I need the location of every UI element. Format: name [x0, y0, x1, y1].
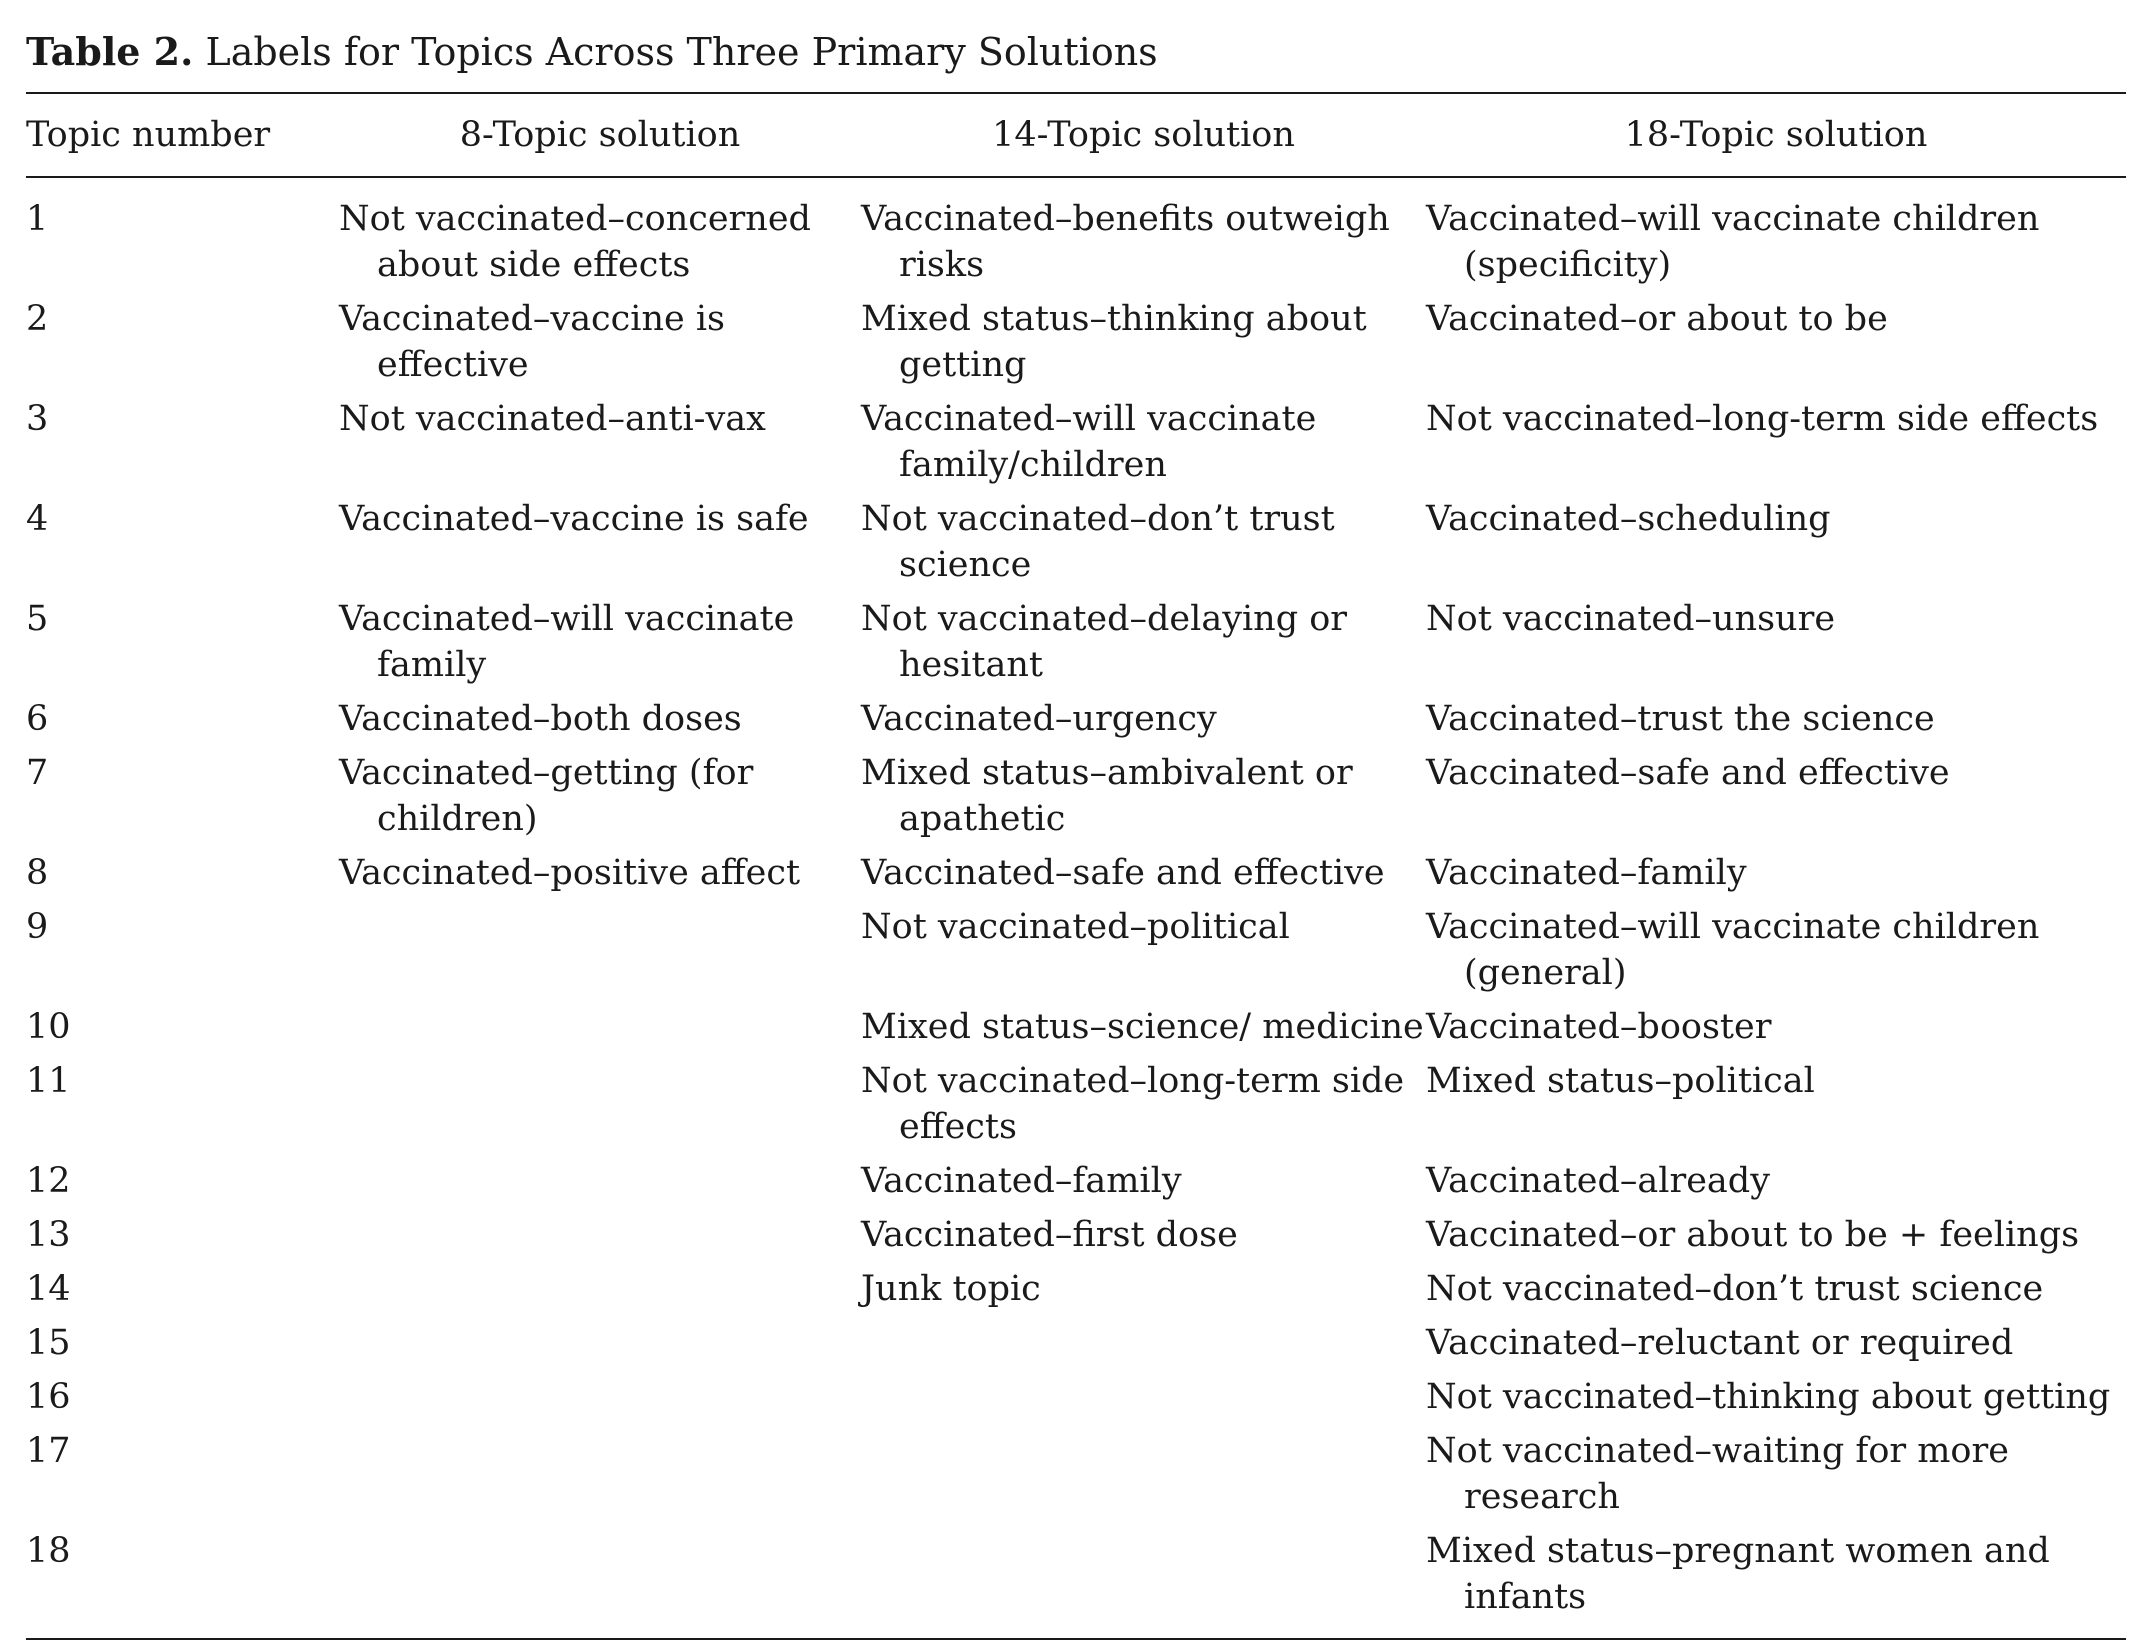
topic-number-cell — [26, 178, 339, 292]
cell-text: Vaccinated–trust the science — [1426, 699, 1935, 739]
topic-number-cell — [26, 1370, 339, 1424]
table-row — [26, 1054, 2126, 1154]
table-row — [26, 492, 2126, 592]
cell-text: Not vaccinated–waiting for more research — [1426, 1431, 2009, 1517]
table-caption-label: Table 2. — [26, 29, 194, 74]
table-caption-text: Labels for Topics Across Three Primary Solutions — [205, 30, 1158, 74]
cell-text: 8 — [26, 853, 49, 893]
cell-text: Not vaccinated–long-term side effects — [1426, 399, 2099, 439]
table-caption — [26, 26, 2126, 78]
eighteen-topic-cell — [1426, 1424, 2126, 1524]
cell-text: Vaccinated–or about to be — [1426, 299, 1888, 339]
topic-number-cell — [26, 392, 339, 492]
eight-topic-cell — [339, 1000, 861, 1054]
eighteen-topic-cell — [1426, 846, 2126, 900]
cell-text: Vaccinated–first dose — [861, 1215, 1238, 1255]
topic-number-cell — [26, 1208, 339, 1262]
cell-text: 12 — [26, 1161, 71, 1201]
cell-text: Not vaccinated–concerned about side effects — [339, 199, 811, 285]
cell-text: Vaccinated–already — [1426, 1161, 1770, 1201]
eight-topic-cell — [339, 746, 861, 846]
fourteen-topic-cell — [861, 1154, 1426, 1208]
fourteen-topic-cell — [861, 1208, 1426, 1262]
table-row — [26, 1370, 2126, 1424]
cell-text: Vaccinated–will vaccinate children (specificity) — [1426, 199, 2040, 285]
eighteen-topic-cell — [1426, 1000, 2126, 1054]
topic-number-cell — [26, 1154, 339, 1208]
table-row — [26, 846, 2126, 900]
topic-number-cell — [26, 1054, 339, 1154]
eighteen-topic-cell — [1426, 492, 2126, 592]
topic-labels-table — [26, 94, 2126, 1624]
table-row — [26, 1424, 2126, 1524]
cell-text: Mixed status–political — [1426, 1061, 1815, 1101]
eight-topic-cell — [339, 292, 861, 392]
eighteen-topic-cell — [1426, 392, 2126, 492]
fourteen-topic-cell — [861, 846, 1426, 900]
topic-number-cell — [26, 692, 339, 746]
cell-text: Vaccinated–will vaccinate children (general) — [1426, 907, 2040, 993]
topic-number-cell — [26, 846, 339, 900]
cell-text: Not vaccinated–long-term side effects — [861, 1061, 1405, 1147]
cell-text: Junk topic — [861, 1269, 1041, 1309]
eighteen-topic-cell — [1426, 1154, 2126, 1208]
cell-text: Vaccinated–or about to be + feelings — [1426, 1215, 2080, 1255]
fourteen-topic-cell — [861, 392, 1426, 492]
eight-topic-cell — [339, 846, 861, 900]
eight-topic-cell — [339, 492, 861, 592]
cell-text: Vaccinated–safe and effective — [861, 853, 1385, 893]
topic-number-cell — [26, 1262, 339, 1316]
cell-text: Vaccinated–both doses — [339, 699, 742, 739]
table-row — [26, 1316, 2126, 1370]
topic-number-cell — [26, 292, 339, 392]
table-row — [26, 1208, 2126, 1262]
fourteen-topic-cell — [861, 1316, 1426, 1370]
table-row — [26, 1154, 2126, 1208]
table-row — [26, 746, 2126, 846]
cell-text: Vaccinated–family — [1426, 853, 1747, 893]
cell-text: Not vaccinated–thinking about getting — [1426, 1377, 2111, 1417]
eight-topic-cell — [339, 392, 861, 492]
fourteen-topic-cell — [861, 1524, 1426, 1624]
table-row — [26, 392, 2126, 492]
cell-text: Mixed status–ambivalent or apathetic — [861, 753, 1353, 839]
fourteen-topic-cell — [861, 900, 1426, 1000]
topic-number-cell — [26, 900, 339, 1000]
table-row — [26, 178, 2126, 292]
cell-text: 11 — [26, 1061, 71, 1101]
fourteen-topic-cell — [861, 592, 1426, 692]
cell-text: Vaccinated–safe and effective — [1426, 753, 1950, 793]
eight-topic-cell — [339, 1208, 861, 1262]
cell-text: Vaccinated–booster — [1426, 1007, 1772, 1047]
fourteen-topic-cell — [861, 746, 1426, 846]
cell-text: Vaccinated–getting (for children) — [339, 753, 754, 839]
topic-number-cell — [26, 1424, 339, 1524]
eight-topic-cell — [339, 1524, 861, 1624]
cell-text: Not vaccinated–delaying or hesitant — [861, 599, 1348, 685]
eighteen-topic-cell — [1426, 1524, 2126, 1624]
table-body — [26, 178, 2126, 1624]
header-18-topic-solution: 18-Topic solution — [1624, 115, 1928, 155]
eighteen-topic-cell — [1426, 746, 2126, 846]
fourteen-topic-cell — [861, 1054, 1426, 1154]
cell-text: Vaccinated–vaccine is safe — [339, 499, 809, 539]
eight-topic-cell — [339, 692, 861, 746]
table-row — [26, 1000, 2126, 1054]
cell-text: Not vaccinated–political — [861, 907, 1290, 947]
cell-text: 7 — [26, 753, 49, 793]
topic-number-cell — [26, 746, 339, 846]
cell-text: Vaccinated–will vaccinate family — [339, 599, 795, 685]
cell-text: Vaccinated–scheduling — [1426, 499, 1831, 539]
cell-text: Vaccinated–benefits outweigh risks — [861, 199, 1390, 285]
cell-text: 18 — [26, 1531, 71, 1571]
table-header-row — [26, 94, 2126, 176]
cell-text: 16 — [26, 1377, 71, 1417]
eighteen-topic-cell — [1426, 1370, 2126, 1424]
fourteen-topic-cell — [861, 292, 1426, 392]
fourteen-topic-cell — [861, 178, 1426, 292]
eight-topic-cell — [339, 1154, 861, 1208]
cell-text: Mixed status–science/ medicine — [861, 1007, 1424, 1047]
cell-text: Not vaccinated–don’t trust science — [1426, 1269, 2044, 1309]
cell-text: Vaccinated–will vaccinate family/children — [861, 399, 1317, 485]
fourteen-topic-cell — [861, 692, 1426, 746]
cell-text: 5 — [26, 599, 49, 639]
table-figure — [26, 26, 2126, 1640]
cell-text: 3 — [26, 399, 49, 439]
cell-text: Not vaccinated–unsure — [1426, 599, 1836, 639]
fourteen-topic-cell — [861, 1424, 1426, 1524]
cell-text: Vaccinated–positive affect — [339, 853, 801, 893]
topic-number-cell — [26, 1316, 339, 1370]
eight-topic-cell — [339, 1054, 861, 1154]
topic-number-cell — [26, 1000, 339, 1054]
cell-text: Not vaccinated–anti-vax — [339, 399, 766, 439]
cell-text: 9 — [26, 907, 49, 947]
cell-text: Vaccinated–family — [861, 1161, 1182, 1201]
header-14-topic-solution: 14-Topic solution — [992, 115, 1295, 155]
cell-text: 14 — [26, 1269, 71, 1309]
eighteen-topic-cell — [1426, 178, 2126, 292]
topic-number-cell — [26, 1524, 339, 1624]
eight-topic-cell — [339, 178, 861, 292]
cell-text: Mixed status–pregnant women and infants — [1426, 1531, 2050, 1617]
table-row — [26, 900, 2126, 1000]
cell-text: Not vaccinated–don’t trust science — [861, 499, 1335, 585]
fourteen-topic-cell — [861, 492, 1426, 592]
table-row — [26, 592, 2126, 692]
eighteen-topic-cell — [1426, 1262, 2126, 1316]
cell-text: Vaccinated–urgency — [861, 699, 1217, 739]
eight-topic-cell — [339, 1424, 861, 1524]
cell-text: 13 — [26, 1215, 71, 1255]
eight-topic-cell — [339, 1262, 861, 1316]
table-row — [26, 1262, 2126, 1316]
fourteen-topic-cell — [861, 1370, 1426, 1424]
eight-topic-cell — [339, 900, 861, 1000]
table-row — [26, 692, 2126, 746]
cell-text: 6 — [26, 699, 49, 739]
topic-number-cell — [26, 492, 339, 592]
cell-text: 17 — [26, 1431, 71, 1471]
cell-text: Mixed status–thinking about getting — [861, 299, 1367, 385]
eighteen-topic-cell — [1426, 1316, 2126, 1370]
cell-text: 15 — [26, 1323, 71, 1363]
header-8-topic-solution: 8-Topic solution — [459, 115, 741, 155]
cell-text: 10 — [26, 1007, 71, 1047]
eighteen-topic-cell — [1426, 1054, 2126, 1154]
eighteen-topic-cell — [1426, 292, 2126, 392]
fourteen-topic-cell — [861, 1000, 1426, 1054]
cell-text: 2 — [26, 299, 49, 339]
eighteen-topic-cell — [1426, 592, 2126, 692]
eighteen-topic-cell — [1426, 692, 2126, 746]
eighteen-topic-cell — [1426, 1208, 2126, 1262]
eighteen-topic-cell — [1426, 900, 2126, 1000]
eight-topic-cell — [339, 592, 861, 692]
header-topic-number: Topic number — [26, 115, 271, 155]
table-row — [26, 1524, 2126, 1624]
fourteen-topic-cell — [861, 1262, 1426, 1316]
cell-text: Vaccinated–vaccine is effective — [339, 299, 725, 385]
cell-text: 4 — [26, 499, 49, 539]
topic-number-cell — [26, 592, 339, 692]
eight-topic-cell — [339, 1316, 861, 1370]
cell-text: Vaccinated–reluctant or required — [1426, 1323, 2014, 1363]
cell-text: 1 — [26, 199, 49, 239]
table-row — [26, 292, 2126, 392]
eight-topic-cell — [339, 1370, 861, 1424]
